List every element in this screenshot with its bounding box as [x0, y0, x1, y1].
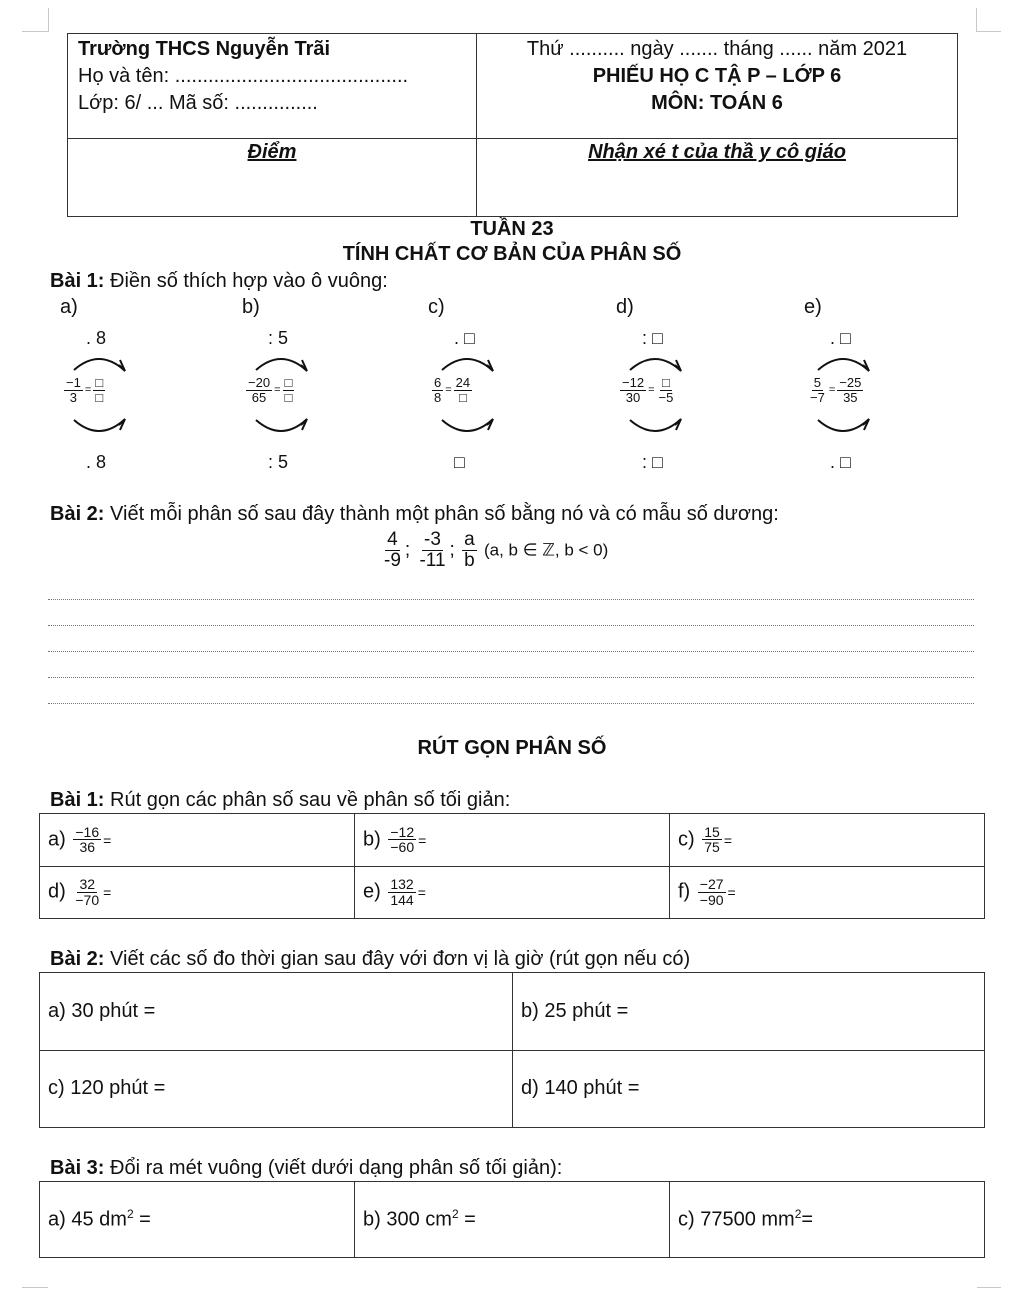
top-operator: : 5 — [268, 328, 289, 348]
rg3-eq: = — [458, 1208, 476, 1231]
class-line: Lớp: 6/ ... Mã số: ............... — [78, 92, 318, 114]
rg2-cell: c) 120 phút = — [40, 1050, 513, 1128]
ex2-text: Viết mỗi phân số sau đây thành một phân số bằng nó và có mẫu số dương: — [104, 503, 779, 525]
rg2-label: Bài 2: — [50, 948, 105, 970]
denominator: −60 — [390, 839, 415, 856]
student-info — [68, 34, 477, 139]
comment-cell — [477, 139, 958, 217]
equals-sign: = — [274, 384, 281, 397]
denominator: 65 — [251, 389, 267, 405]
denominator: 30 — [625, 389, 641, 405]
rg2-text: Viết các số đo thời gian sau đây với đơn vị là giờ (rút gọn nếu có) — [104, 948, 691, 970]
denominator: b — [464, 549, 475, 571]
equals-sign: = — [445, 384, 452, 397]
fraction — [73, 825, 101, 855]
top-arrowhead — [301, 360, 307, 371]
fraction-equation — [62, 376, 107, 404]
rg3-label: Bài 3: — [50, 1157, 105, 1179]
top-operator: . □ — [830, 328, 851, 348]
denominator: −7 — [810, 389, 825, 405]
answer-line — [48, 677, 974, 678]
ex2-fractions — [380, 530, 608, 571]
cell-letter: d) — [48, 880, 66, 903]
denominator: 75 — [704, 839, 720, 856]
top-operator: . 8 — [86, 328, 107, 348]
left-fraction — [246, 376, 272, 404]
equals-sign: = — [723, 832, 732, 849]
crop-mark — [22, 31, 48, 32]
equals-sign: = — [727, 884, 736, 901]
denominator: 3 — [69, 389, 78, 405]
rg3-cell — [670, 1182, 985, 1258]
top-arc — [818, 359, 868, 370]
item-letter: d) — [616, 296, 634, 318]
sheet-info — [477, 34, 958, 139]
rg3-eq: = — [133, 1208, 151, 1231]
denominator: 36 — [79, 839, 96, 856]
fraction — [417, 530, 447, 571]
separator: ; — [404, 539, 411, 561]
bottom-operator: . □ — [830, 452, 851, 472]
bottom-arrowhead — [675, 419, 681, 430]
rg1-cell — [40, 866, 355, 919]
left-fraction — [808, 376, 827, 404]
cell-letter: f) — [678, 880, 691, 903]
equals-sign: = — [103, 884, 112, 901]
item-letter: c) — [428, 296, 445, 318]
item-letter: a) — [60, 296, 78, 318]
bottom-arrowhead — [863, 419, 869, 430]
bottom-operator: □ — [454, 452, 465, 472]
numerator: 4 — [387, 529, 398, 550]
rg2-cell: b) 25 phút = — [513, 973, 985, 1051]
rg1-cell — [355, 814, 670, 867]
top-operator: : □ — [642, 328, 663, 348]
bottom-arc — [256, 420, 306, 431]
ex2-label: Bài 2: — [50, 503, 105, 525]
numerator: a — [464, 529, 475, 550]
fraction-equation — [430, 376, 474, 404]
fraction — [73, 877, 101, 907]
rg1-label: Bài 1: — [50, 789, 105, 811]
rg2-table — [39, 972, 985, 1128]
denominator: □ — [284, 389, 293, 405]
rg2-instruction — [50, 948, 690, 971]
top-arrowhead — [675, 360, 681, 371]
left-fraction — [64, 376, 83, 404]
sheet-title: PHIẾU HỌ C TẬ P – LỚP 6 — [592, 65, 842, 87]
bottom-arc — [630, 420, 680, 431]
top-arc — [256, 359, 306, 370]
comment-label: Nhận xé t của thầ y cô giáo — [588, 141, 846, 163]
rg3-value: b) 300 cm — [363, 1208, 452, 1231]
denominator: -9 — [384, 549, 401, 571]
top-arrowhead — [119, 360, 125, 371]
ex2-instruction — [50, 503, 779, 526]
name-line: Họ và tên: .......................................... — [78, 65, 409, 87]
numerator: 132 — [390, 876, 414, 893]
rg3-eq: = — [801, 1208, 814, 1231]
bottom-operator: : 5 — [268, 452, 289, 472]
equals-sign: = — [648, 384, 655, 397]
school-name: Trường THCS Nguyễn Trãi — [78, 38, 331, 60]
top-arrowhead — [487, 360, 493, 371]
fraction — [382, 530, 403, 571]
equals-sign: = — [418, 832, 427, 849]
bottom-arrowhead — [301, 419, 307, 430]
denominator: □ — [458, 389, 467, 405]
numerator: −25 — [839, 375, 862, 390]
rg3-value: c) 77500 mm — [678, 1208, 795, 1231]
numerator: 24 — [455, 375, 471, 390]
numerator: □ — [661, 375, 670, 390]
rg2-cell: a) 30 phút = — [40, 973, 513, 1051]
top-arc — [74, 359, 124, 370]
right-fraction — [283, 376, 295, 404]
numerator: 32 — [79, 876, 96, 893]
separator: ; — [449, 539, 455, 561]
cell-letter: b) — [363, 828, 381, 851]
equals-sign: = — [103, 832, 112, 849]
numerator: −27 — [699, 876, 724, 893]
bottom-arc — [818, 420, 868, 431]
crop-mark — [977, 1287, 1001, 1288]
section-title-1: TÍNH CHẤT CƠ BẢN CỦA PHÂN SỐ — [342, 243, 682, 265]
numerator: −16 — [75, 823, 100, 840]
numerator: 6 — [434, 375, 442, 390]
denominator: 35 — [843, 389, 858, 405]
rg1-cell — [355, 866, 670, 919]
date-line: Thứ .......... ngày ....... tháng ...... năm 2021 — [526, 38, 908, 60]
fraction — [698, 877, 726, 907]
cell-letter: a) — [48, 828, 66, 851]
denominator: −90 — [699, 891, 724, 908]
rg3-sup: 2 — [794, 1207, 802, 1222]
rg3-table — [39, 1181, 985, 1258]
crop-mark — [48, 8, 49, 32]
left-fraction — [432, 376, 443, 404]
section-title-2: RÚT GỌN PHÂN SỐ — [417, 737, 607, 759]
fraction — [462, 530, 477, 571]
numerator: −12 — [390, 823, 415, 840]
crop-mark — [976, 8, 977, 32]
top-arc — [630, 359, 680, 370]
right-fraction — [837, 376, 863, 404]
top-arc — [442, 359, 492, 370]
bottom-arrowhead — [119, 419, 125, 430]
numerator: □ — [284, 375, 293, 390]
rg1-text: Rút gọn các phân số sau về phân số tối giản: — [104, 789, 511, 811]
condition: (a, b ∈ ℤ, b < 0) — [483, 540, 609, 560]
equals-sign: = — [828, 384, 836, 397]
denominator: 144 — [390, 891, 414, 908]
right-fraction — [657, 376, 676, 404]
rg3-text: Đổi ra mét vuông (viết dưới dạng phân số tối giản): — [104, 1157, 563, 1179]
rg3-cell — [40, 1182, 355, 1258]
rg2-cell: d) 140 phút = — [513, 1050, 985, 1128]
score-cell — [68, 139, 477, 217]
rg3-instruction — [50, 1157, 562, 1180]
denominator: 8 — [434, 389, 442, 405]
rg3-sup: 2 — [126, 1207, 134, 1222]
numerator: 5 — [813, 375, 822, 390]
item-letter: e) — [804, 296, 822, 318]
rg3-sup: 2 — [451, 1207, 459, 1222]
bottom-operator: . 8 — [86, 452, 107, 472]
ex1-instruction — [50, 270, 388, 293]
rg1-table — [39, 813, 985, 919]
answer-line — [48, 703, 974, 704]
top-arrowhead — [863, 360, 869, 371]
fraction-equation — [806, 376, 865, 404]
rg3-value: a) 45 dm — [48, 1208, 127, 1231]
answer-line — [48, 599, 974, 600]
header-table — [67, 33, 958, 217]
rg1-cell — [670, 814, 985, 867]
numerator: −1 — [66, 375, 81, 390]
top-operator: . □ — [454, 328, 475, 348]
rg1-cell — [670, 866, 985, 919]
item-letter: b) — [242, 296, 260, 318]
week-title: TUẦN 23 — [470, 218, 554, 240]
bottom-operator: : □ — [642, 452, 663, 472]
crop-mark — [22, 1287, 48, 1288]
denominator: −5 — [658, 389, 674, 405]
denominator: □ — [95, 389, 104, 405]
left-fraction — [620, 376, 646, 404]
numerator: 15 — [704, 823, 720, 840]
ex1-label: Bài 1: — [50, 270, 105, 292]
fraction — [388, 825, 416, 855]
ex1-text: Điền số thích hợp vào ô vuông: — [104, 270, 388, 292]
cell-letter: e) — [363, 880, 381, 903]
fraction — [702, 825, 722, 855]
equals-sign: = — [84, 384, 92, 397]
fraction-equation — [244, 376, 296, 404]
bottom-arc — [74, 420, 124, 431]
bottom-arrowhead — [487, 419, 493, 430]
subject: MÔN: TOÁN 6 — [651, 92, 783, 114]
fraction — [388, 877, 415, 907]
crop-mark — [977, 31, 1001, 32]
answer-line — [48, 651, 974, 652]
numerator: −12 — [622, 375, 645, 390]
rg1-instruction — [50, 789, 510, 812]
fraction-equation — [618, 376, 677, 404]
bottom-arc — [442, 420, 492, 431]
cell-letter: c) — [678, 828, 695, 851]
denominator: −70 — [75, 891, 100, 908]
right-fraction — [454, 376, 472, 404]
numerator: −20 — [248, 375, 271, 390]
answer-line — [48, 625, 974, 626]
denominator: -11 — [419, 549, 446, 571]
right-fraction — [93, 376, 105, 404]
equals-sign: = — [417, 884, 426, 901]
rg1-cell — [40, 814, 355, 867]
rg3-cell — [355, 1182, 670, 1258]
numerator: □ — [95, 375, 104, 390]
numerator: -3 — [424, 529, 441, 550]
score-label: Điểm — [247, 141, 297, 163]
